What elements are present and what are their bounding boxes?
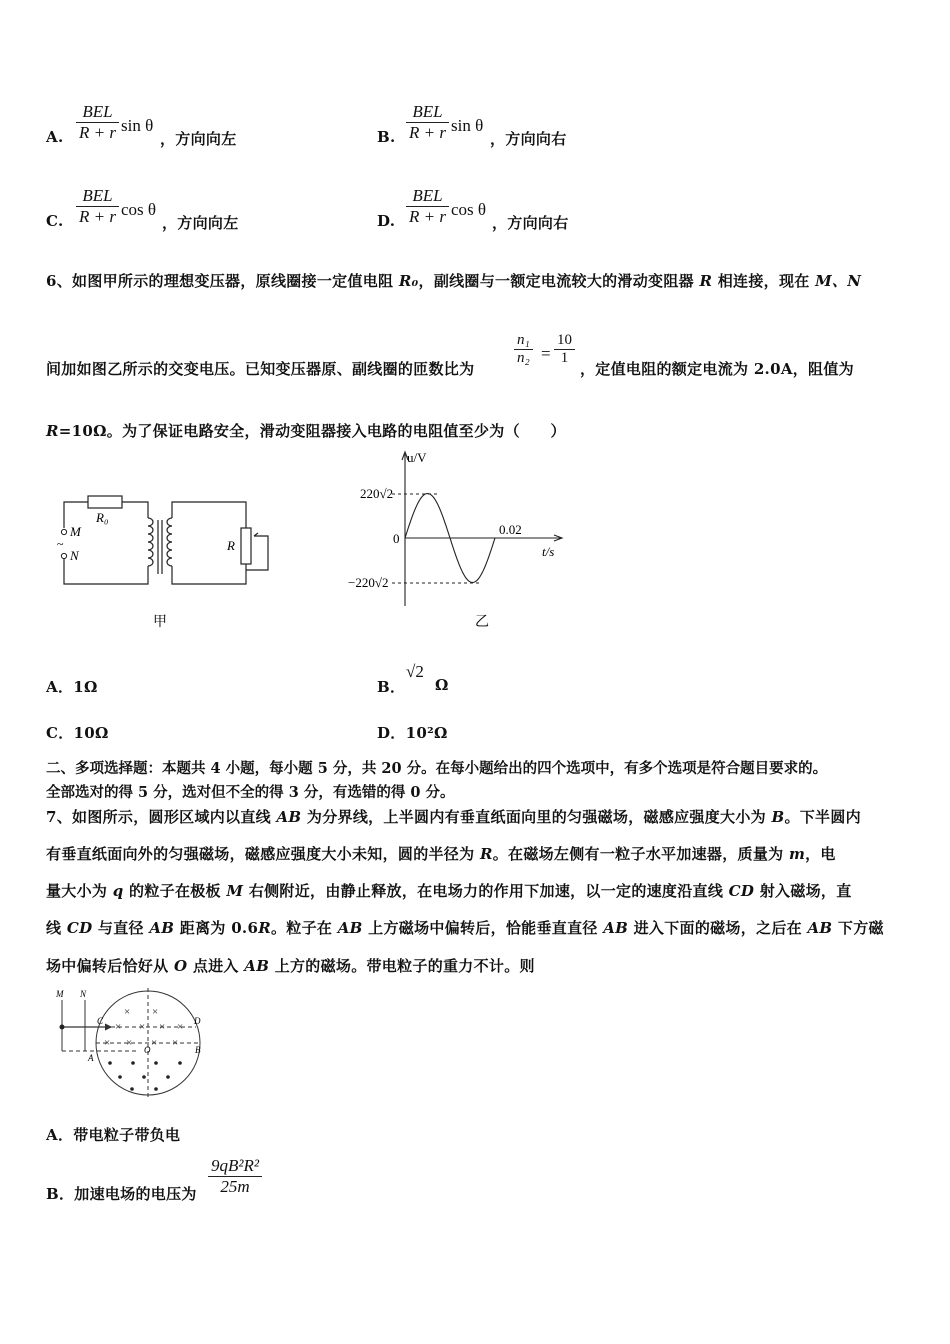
- x-axis-label: t/s: [542, 544, 555, 559]
- q7-symbol: R: [479, 845, 493, 863]
- q5-option-c-fraction: [76, 186, 119, 227]
- q6-text: 6、如图甲所示的理想变压器，原线圈接一定值电阻: [46, 272, 399, 290]
- option-text: 带电粒子带负电: [73, 1126, 181, 1144]
- q6-stem-line2a: 间加如图乙所示的交变电压。已知变压器原、副线圈的匝数比为: [46, 360, 475, 378]
- q6-text: ，副线圈与一额定电流较大的滑动变阻器: [418, 272, 700, 290]
- caption-jia: 甲: [153, 615, 167, 630]
- q7-option-a[interactable]: [46, 1124, 180, 1145]
- q5-option-b-label: B.: [377, 128, 396, 146]
- q7-text: 场中偏转后恰好从: [46, 957, 174, 975]
- section2-line2: 全部选对的得 5 分，选对但不全的得 3 分，有选错的得 0 分。: [46, 784, 455, 801]
- fraction-denominator: R + r: [409, 207, 446, 226]
- q5-option-c-label: C.: [46, 212, 64, 230]
- particle: [60, 1025, 65, 1030]
- q7-symbol: AB: [244, 957, 270, 975]
- q6-text: =10Ω。为了保证电路安全，滑动变阻器接入电路的电阻值至少为（ ）: [58, 422, 566, 440]
- rheostat-r: [241, 528, 251, 564]
- fraction-denominator: R + r: [409, 123, 446, 142]
- q7-option-b[interactable]: [46, 1183, 197, 1204]
- option-label: A．: [46, 678, 74, 696]
- fraction-denominator: 25m: [220, 1177, 250, 1196]
- path-arrow: [105, 1024, 111, 1030]
- terminal-m: [61, 529, 66, 534]
- option-label: D．: [377, 724, 406, 742]
- q6-option-b-label: B．: [377, 678, 406, 696]
- q7-stem-line2: [46, 843, 836, 864]
- q7-text: 下方磁: [832, 919, 884, 937]
- q7-symbol: B: [771, 808, 785, 826]
- q7-text: 点进入: [187, 957, 245, 975]
- q6-option-b-text: Ω: [435, 676, 449, 694]
- q7-text: 的粒子在极板: [123, 882, 227, 900]
- q6-symbol-mn: M、N: [815, 272, 862, 290]
- figure-jia-circuit: [40, 480, 290, 640]
- q5-option-a-text: ，方向向左: [160, 130, 237, 148]
- q6-option-d[interactable]: [377, 722, 448, 743]
- q5-option-b-fraction: [406, 102, 449, 143]
- label-o: O: [144, 1045, 151, 1055]
- q7-text: 射入磁场，直: [754, 882, 852, 900]
- q5-option-c-text: ，方向向左: [162, 214, 239, 232]
- ac-symbol: ~: [57, 537, 64, 551]
- q5-option-c-trig: cos θ: [121, 200, 157, 219]
- q5-option-b-text: ，方向向右: [490, 130, 567, 148]
- q7-text: 上方磁场中偏转后，恰能垂直直径: [362, 919, 604, 937]
- q7-option-b-fraction: [208, 1156, 262, 1197]
- cross-mark: ×: [104, 1037, 111, 1049]
- q7-symbol: AB: [807, 919, 833, 937]
- cross-marks: [104, 1006, 183, 1049]
- q6-ratio-equals: =: [541, 344, 551, 363]
- cross-mark: ×: [152, 1006, 159, 1018]
- q7-symbol: AB: [337, 919, 363, 937]
- q7-text: 7、如图所示，圆形区域内以直线: [46, 808, 277, 826]
- cross-mark: ×: [177, 1021, 184, 1033]
- label-c: C: [97, 1016, 104, 1026]
- q6-option-a[interactable]: [46, 676, 98, 697]
- option-label: B．: [46, 1185, 75, 1203]
- q7-symbol: m: [788, 845, 806, 863]
- cross-mark: ×: [139, 1021, 146, 1033]
- q7-symbol: O: [173, 957, 188, 975]
- q6-ratio-fraction: [514, 332, 533, 367]
- y-tick-bottom: −220√2: [348, 575, 389, 590]
- secondary-coil: [167, 518, 172, 566]
- q7-text: 进入下面的磁场，之后在: [628, 919, 808, 937]
- option-text: 1Ω: [73, 678, 98, 696]
- option-text: 加速电场的电压为: [74, 1185, 197, 1203]
- option-text: 10Ω: [73, 724, 109, 742]
- fraction-numerator: 10: [557, 332, 572, 348]
- cross-mark: ×: [126, 1037, 133, 1049]
- q7-stem-line5: [46, 955, 535, 976]
- q7-symbol: CD: [66, 919, 93, 937]
- label-n: N: [80, 989, 87, 999]
- q7-symbol: R: [258, 919, 271, 937]
- primary-coil: [148, 518, 153, 566]
- x-tick-label: 0.02: [499, 522, 522, 537]
- q7-stem-line3: [46, 880, 852, 901]
- q5-option-a-trig: sin θ: [121, 116, 154, 135]
- q7-text: 。粒子在: [270, 919, 338, 937]
- q7-text: 线: [46, 919, 67, 937]
- fraction-numerator: BEL: [82, 186, 113, 205]
- q7-text: 有垂直纸面向外的匀强磁场，磁感应强度大小未知，圆的半径为: [46, 845, 480, 863]
- q5-option-d-fraction: [406, 186, 449, 227]
- q6-symbol-r0: R₀: [398, 272, 419, 290]
- q7-symbol: AB: [149, 919, 175, 937]
- option-label: A．: [46, 1126, 74, 1144]
- q7-text: 上方的磁场。带电粒子的重力不计。则: [269, 957, 535, 975]
- q6-option-c[interactable]: [46, 722, 109, 743]
- label-b: B: [195, 1045, 201, 1055]
- q6-option-b-sqrt: √2: [406, 662, 424, 681]
- q7-text: 。在磁场左侧有一粒子水平加速器，质量为: [492, 845, 789, 863]
- q7-text: 量大小为: [46, 882, 113, 900]
- q5-option-d-trig: cos θ: [451, 200, 487, 219]
- fraction-numerator: BEL: [412, 186, 443, 205]
- q6-ratio-value: [554, 332, 575, 367]
- option-text: 10²Ω: [405, 724, 448, 742]
- option-label: C．: [46, 724, 74, 742]
- section2-line1: 二、多项选择题：本题共 4 小题，每小题 5 分，共 20 分。在每小题给出的四个选项中，有多个选项是符合题目要求的。: [46, 760, 828, 777]
- q7-stem-line1: [46, 806, 861, 827]
- q6-symbol-r: R: [46, 422, 59, 440]
- label-r: R: [227, 538, 235, 553]
- q7-symbol: q: [112, 882, 124, 900]
- q7-symbol: AB: [276, 808, 302, 826]
- figure-yi-waveform: [340, 446, 580, 636]
- q6-stem-line2b: ，定值电阻的额定电流为 2.0A，阻值为: [580, 360, 854, 378]
- q6-symbol-r: R: [699, 272, 713, 290]
- fraction-denominator: n₂: [517, 350, 530, 366]
- fraction-denominator: R + r: [79, 123, 116, 142]
- caption-yi: 乙: [475, 615, 489, 630]
- fraction-numerator: BEL: [412, 102, 443, 121]
- q6-stem-line1: [46, 270, 861, 291]
- q6-text: 相连接，现在: [712, 272, 816, 290]
- cross-mark: ×: [151, 1037, 158, 1049]
- q7-stem-line4: [46, 917, 884, 938]
- q7-text: 右侧附近，由静止释放，在电场力的作用下加速，以一定的速度沿直线: [243, 882, 729, 900]
- q7-text: 距离为 0.6: [174, 919, 259, 937]
- q7-text: 为分界线，上半圆内有垂直纸面向里的匀强磁场，磁感应强度大小为: [301, 808, 772, 826]
- cross-mark: ×: [172, 1037, 179, 1049]
- q7-text: 。下半圆内: [784, 808, 861, 826]
- figure-q7-field: [48, 985, 223, 1100]
- label-m: M: [56, 989, 64, 999]
- q7-text: 与直径: [92, 919, 150, 937]
- label-r0: R₀: [96, 510, 109, 525]
- cross-mark: ×: [159, 1021, 166, 1033]
- cross-mark: ×: [115, 1021, 122, 1033]
- q5-option-b-trig: sin θ: [451, 116, 484, 135]
- terminal-n: [61, 553, 66, 558]
- cross-mark: ×: [124, 1006, 131, 1018]
- fraction-denominator: R + r: [79, 207, 116, 226]
- q7-symbol: M: [226, 882, 244, 900]
- fraction-denominator: 1: [560, 350, 569, 366]
- label-d: D: [194, 1016, 201, 1026]
- resistor-r0: [88, 496, 122, 508]
- y-tick-top: 220√2: [360, 486, 394, 501]
- y-axis-label: u/V: [407, 450, 427, 465]
- fraction-numerator: n₁: [517, 332, 530, 348]
- q5-option-d-label: D.: [377, 212, 396, 230]
- q6-stem-line3: [46, 420, 566, 441]
- q5-option-a-label: A.: [46, 128, 64, 146]
- fraction-numerator: BEL: [82, 102, 113, 121]
- label-n: N: [70, 548, 79, 563]
- fraction-numerator: 9qB²R²: [211, 1156, 259, 1175]
- label-a: A: [88, 1053, 94, 1063]
- q7-symbol: CD: [728, 882, 755, 900]
- q5-option-a-fraction: [76, 102, 119, 143]
- origin-label: 0: [393, 531, 400, 546]
- q7-symbol: AB: [603, 919, 629, 937]
- q5-option-d-text: ，方向向右: [492, 214, 569, 232]
- label-m: M: [70, 524, 81, 539]
- q7-text: ，电: [805, 845, 836, 863]
